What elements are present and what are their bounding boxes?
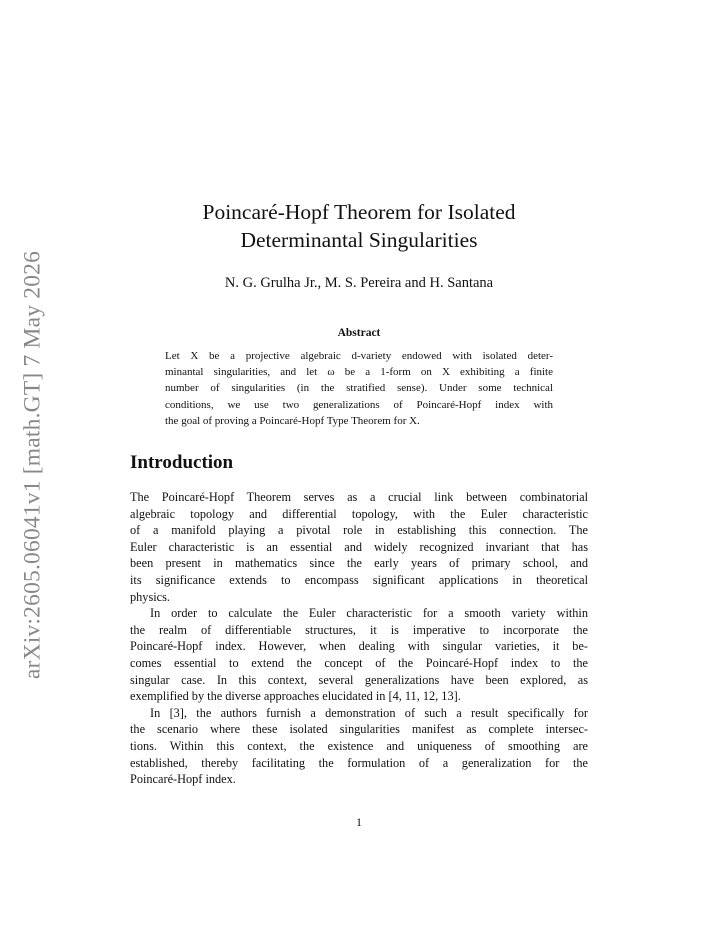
abstract-line: number of singularities (in the stratified sense). Under some technical bbox=[165, 382, 553, 395]
arxiv-identifier-stamp[interactable]: arXiv:2605.06041v1 [math.GT] 7 May 2026 bbox=[19, 250, 46, 680]
text-line: The Poincaré-Hopf Theorem serves as a crucial link between combinatorial bbox=[130, 490, 588, 504]
text-line: established, thereby facilitating the formulation of a generalization for the bbox=[130, 755, 588, 770]
page-number: 1 bbox=[356, 815, 362, 829]
text-line: singular case. In this context, several generalizations have been explored, as bbox=[130, 672, 588, 687]
paragraph-1 bbox=[130, 489, 588, 605]
text-line: comes essential to extend the concept of the Poincaré-Hopf index to the bbox=[130, 655, 588, 670]
section-heading-introduction: Introduction bbox=[130, 452, 234, 473]
title-line-2: Determinantal Singularities bbox=[240, 228, 478, 252]
paragraph-2 bbox=[130, 605, 588, 705]
text-line: algebraic topology and differential topology, with the Euler characteristic bbox=[130, 506, 588, 521]
abstract-line: Let X be a projective algebraic d-variety endowed with isolated deter- bbox=[165, 350, 553, 362]
text-line: Poincaré-Hopf index. However, when dealing with singular varieties, it be- bbox=[130, 639, 588, 654]
author-list: N. G. Grulha Jr., M. S. Pereira and H. Santana bbox=[224, 275, 494, 291]
text-line: Poincaré-Hopf index. bbox=[130, 772, 236, 787]
abstract-body bbox=[165, 348, 553, 429]
text-line: of a manifold playing a pivotal role in establishing this connection. The bbox=[130, 523, 588, 538]
paper-title bbox=[130, 198, 588, 254]
text-line: its significance extends to encompass significant applications in theoretical bbox=[130, 572, 588, 587]
text-line: physics. bbox=[130, 589, 170, 604]
abstract-heading: Abstract bbox=[337, 327, 381, 339]
text-line: been present in mathematics since the early years of primary school, and bbox=[130, 556, 588, 571]
text-line: exemplified by the diverse approaches elucidated in [4, 11, 12, 13]. bbox=[130, 689, 461, 704]
abstract-line: minantal singularities, and let ω be a 1-form on X exhibiting a finite bbox=[165, 366, 553, 379]
text-line: Euler characteristic is an essential and widely recognized invariant that has bbox=[130, 539, 588, 554]
text-line: the realm of differentiable structures, it is imperative to incorporate the bbox=[130, 622, 588, 637]
text-line: tions. Within this context, the existence and uniqueness of smoothing are bbox=[130, 738, 588, 753]
paragraph-3 bbox=[130, 705, 588, 788]
introduction-body bbox=[130, 489, 588, 788]
text-line: In [3], the authors furnish a demonstration of such a result specifically for bbox=[150, 705, 588, 720]
text-line: In order to calculate the Euler characteristic for a smooth variety within bbox=[150, 606, 588, 621]
abstract-line: conditions, we use two generalizations of Poincaré-Hopf index with bbox=[165, 398, 553, 411]
title-line-1: Poincaré-Hopf Theorem for Isolated bbox=[202, 200, 516, 224]
text-line: the scenario where these isolated singularities manifest as complete intersec- bbox=[130, 722, 588, 737]
abstract-line: the goal of proving a Poincaré-Hopf Type Theorem for X. bbox=[165, 414, 420, 427]
